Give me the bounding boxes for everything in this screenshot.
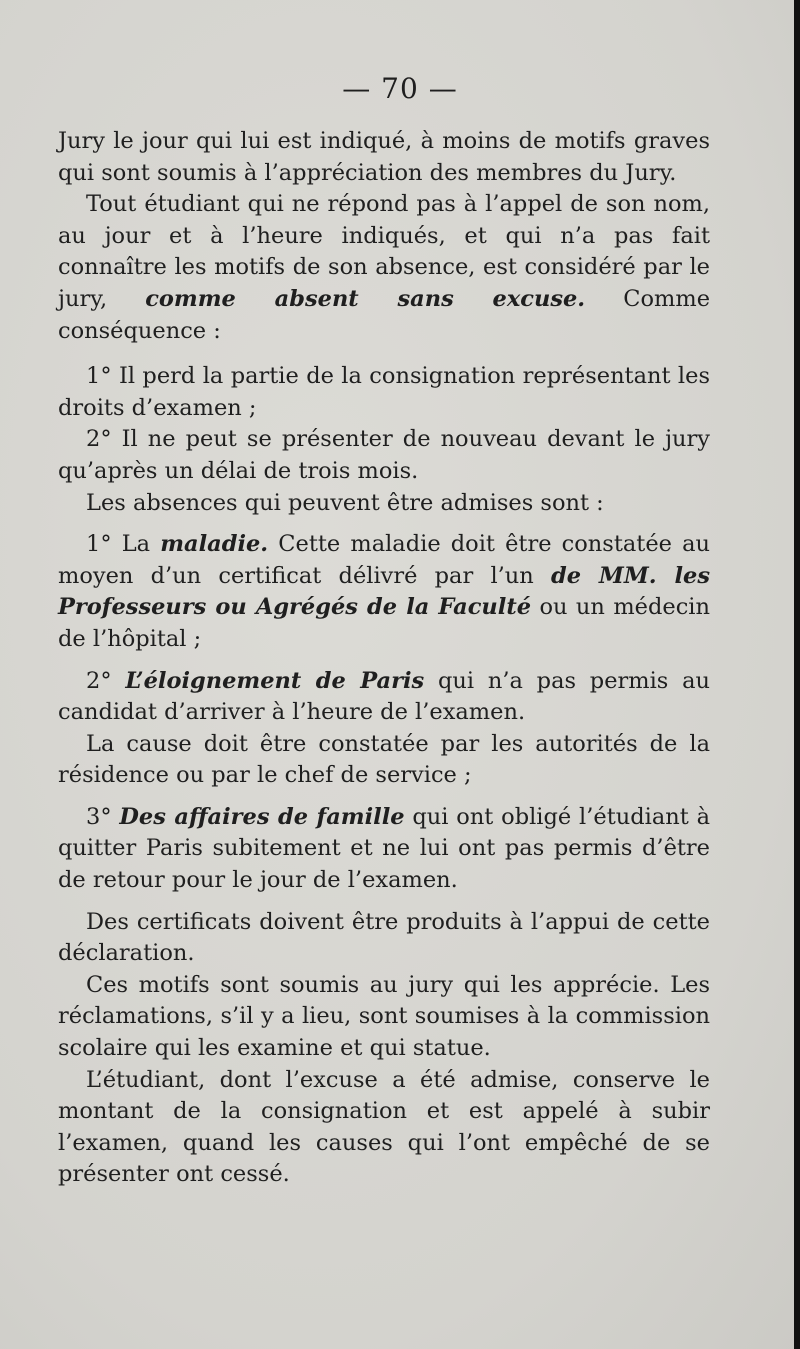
list-item-affaires-famille <box>58 802 710 897</box>
text-run: 2° <box>86 667 126 694</box>
paragraph-admissible-absences: Les absences qui peuvent être admises sont : <box>86 489 604 516</box>
paragraph-jury-continuation: Jury le jour qui lui est indiqué, à moins de motifs graves qui sont soumis à l’appréciation des membres du Jury. <box>58 128 710 186</box>
page-edge <box>794 0 800 1349</box>
paragraph-cause-constatee: La cause doit être constatée par les autorités de la résidence ou par le chef de service ; <box>58 730 710 789</box>
text-run: 1° La <box>86 531 161 558</box>
list-item-consequence-1: 1° Il perd la partie de la consignation représentant les droits d’examen ; <box>58 363 710 421</box>
text-run: Comme conséquence : <box>58 285 711 344</box>
paragraph-motifs-jury: Ces motifs sont soumis au jury qui les apprécie. Les réclamations, s’il y a lieu, sont soumises à la commission scolaire qui les examine et qui statue. <box>58 971 710 1062</box>
emphasis-eloignement: L’éloignement de Paris <box>125 667 425 694</box>
text-run: Tout étudiant qui ne répond pas à l’appel de son nom, au jour et à l’heure indiqués, et qui n’a pas fait connaître les motifs de son absence, est considéré par le jury, <box>58 191 710 312</box>
emphasis-professeurs: de MM. les Professeurs ou Agrégés de la Faculté <box>58 562 710 621</box>
page-number: — 70 — <box>342 72 458 105</box>
text-run: Cette maladie doit être constatée au moyen d’un certificat délivré par l’un <box>58 531 711 589</box>
paragraph-excuse-admise: L’étudiant, dont l’excuse a été admise, conserve le montant de la consignation et est appelé à subir l’examen, quand les causes qui l’ont empêché de se présenter ont cessé. <box>58 1066 710 1188</box>
emphasis-maladie: maladie. <box>160 531 269 558</box>
paragraph-certificats: Des certificats doivent être produits à l’appui de cette déclaration. <box>58 908 710 967</box>
text-run: ou un médecin de l’hôpital ; <box>58 594 710 652</box>
list-item-maladie <box>58 529 710 655</box>
text-run: 3° <box>86 803 120 830</box>
page-body <box>58 126 710 1191</box>
list-item-consequence-2: 2° Il ne peut se présenter de nouveau devant le jury qu’après un délai de trois mois. <box>58 426 710 484</box>
emphasis-absent-sans-excuse: comme absent sans excuse. <box>145 285 586 312</box>
list-item-eloignement <box>58 666 710 729</box>
emphasis-affaires-famille: Des affaires de famille <box>119 803 405 830</box>
paragraph-absent-student <box>58 189 710 347</box>
text-run: qui n’a pas permis au candidat d’arriver à l’heure de l’examen. <box>58 667 711 726</box>
text-run: qui ont obligé l’étudiant à quitter Paris subitement et ne lui ont pas permis d’être de retour pour le jour de l’examen. <box>58 803 710 894</box>
